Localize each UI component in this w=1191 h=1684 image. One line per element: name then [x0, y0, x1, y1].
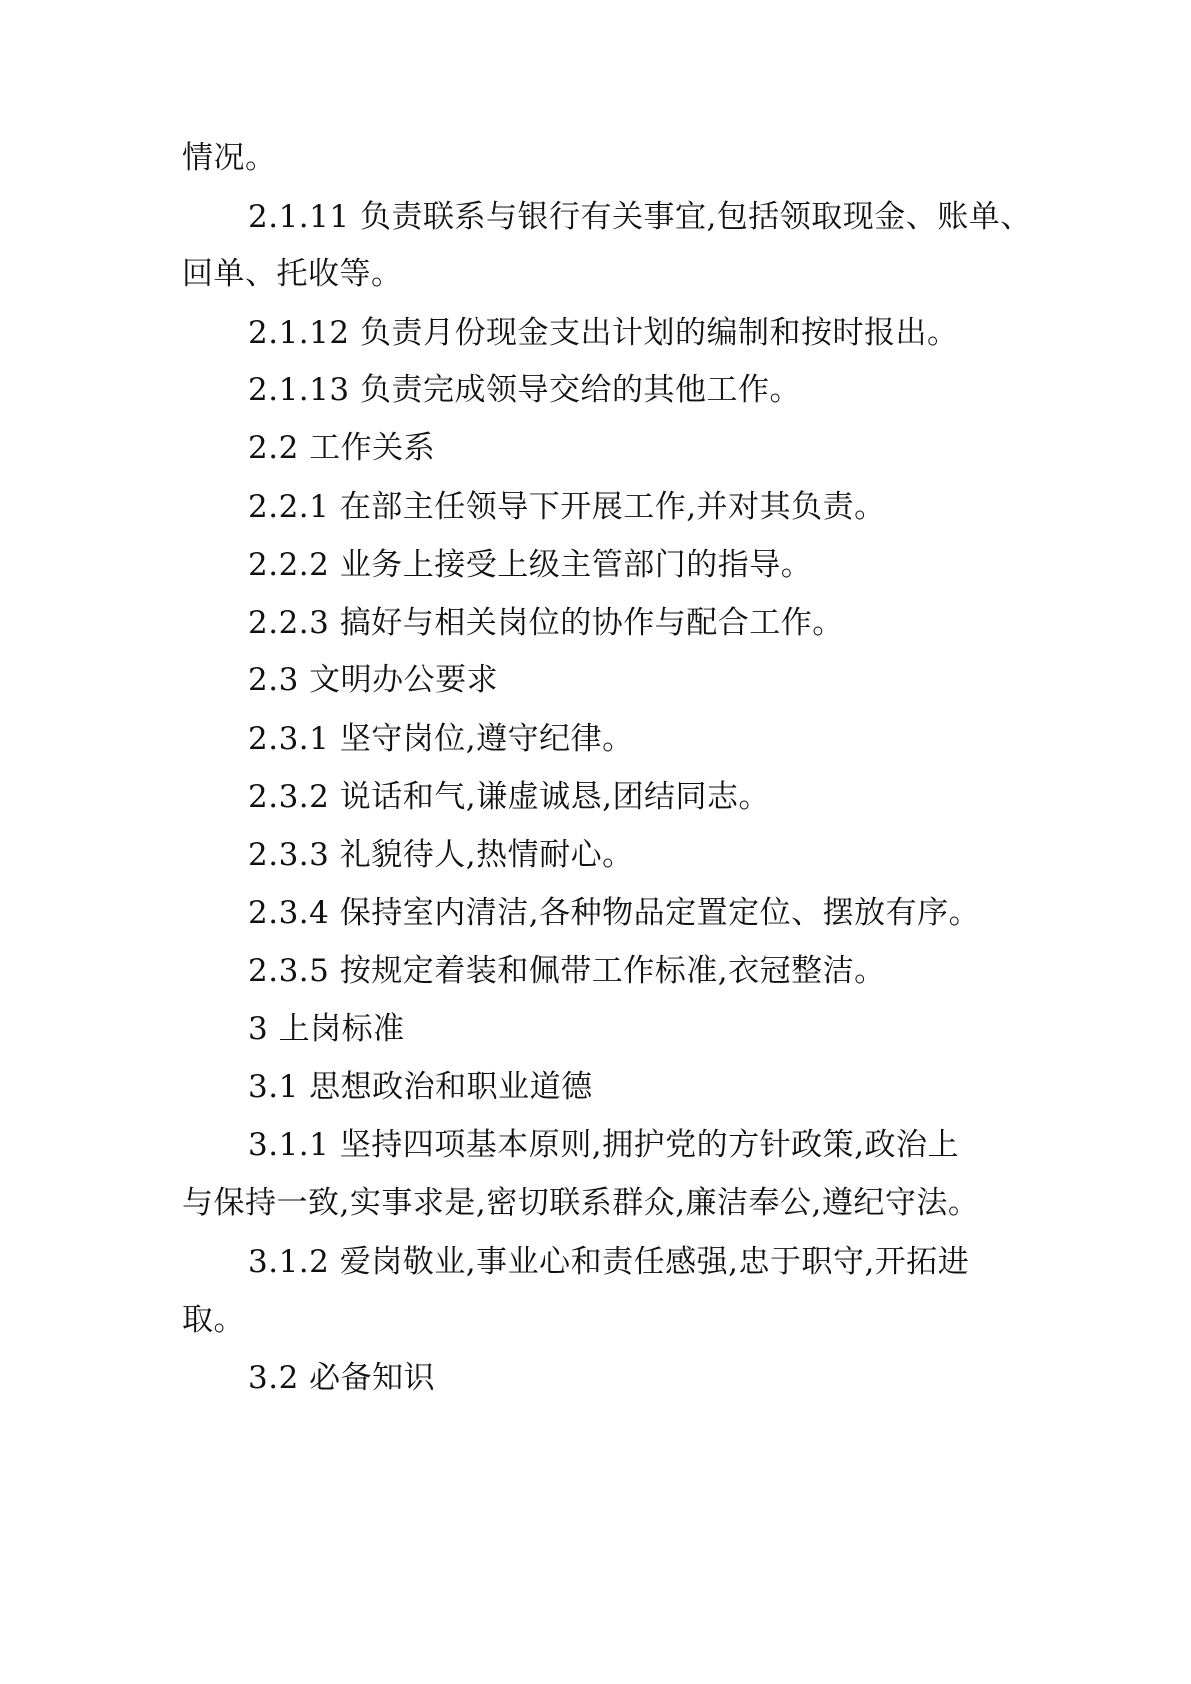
- text-line: 2.2.3 搞好与相关岗位的协作与配合工作。: [248, 605, 844, 641]
- text-line: 回单、托收等。: [182, 256, 403, 292]
- text-line: 3.2 必备知识: [248, 1360, 436, 1396]
- text-line: 2.3.1 坚守岗位,遵守纪律。: [248, 721, 634, 757]
- text-line: 情况。: [182, 140, 277, 176]
- text-line: 3.1 思想政治和职业道德: [248, 1069, 593, 1105]
- text-line: 2.1.11 负责联系与银行有关事宜,包括领取现金、账单、: [248, 199, 1032, 235]
- text-line: 2.1.12 负责月份现金支出计划的编制和按时报出。: [248, 315, 959, 351]
- text-line: 3 上岗标准: [248, 1011, 405, 1047]
- text-line: 2.2 工作关系: [248, 430, 436, 466]
- text-line: 2.3 文明办公要求: [248, 662, 499, 698]
- text-line: 2.3.2 说话和气,谦虚诚恳,团结同志。: [248, 779, 770, 815]
- text-line: 2.3.5 按规定着装和佩带工作标准,衣冠整洁。: [248, 953, 886, 989]
- text-line: 2.3.3 礼貌待人,热情耐心。: [248, 837, 634, 873]
- text-line: 取。: [182, 1302, 245, 1338]
- text-line: 2.2.1 在部主任领导下开展工作,并对其负责。: [248, 489, 886, 525]
- text-line: 2.2.2 业务上接受上级主管部门的指导。: [248, 547, 813, 583]
- text-line: 3.1.2 爱岗敬业,事业心和责任感强,忠于职守,开拓进: [248, 1244, 970, 1280]
- text-line: 与保持一致,实事求是,密切联系群众,廉洁奉公,遵纪守法。: [182, 1185, 980, 1221]
- text-line: 3.1.1 坚持四项基本原则,拥护党的方针政策,政治上: [248, 1127, 959, 1163]
- text-line: 2.3.4 保持室内清洁,各种物品定置定位、摆放有序。: [248, 895, 981, 931]
- text-line: 2.1.13 负责完成领导交给的其他工作。: [248, 372, 801, 408]
